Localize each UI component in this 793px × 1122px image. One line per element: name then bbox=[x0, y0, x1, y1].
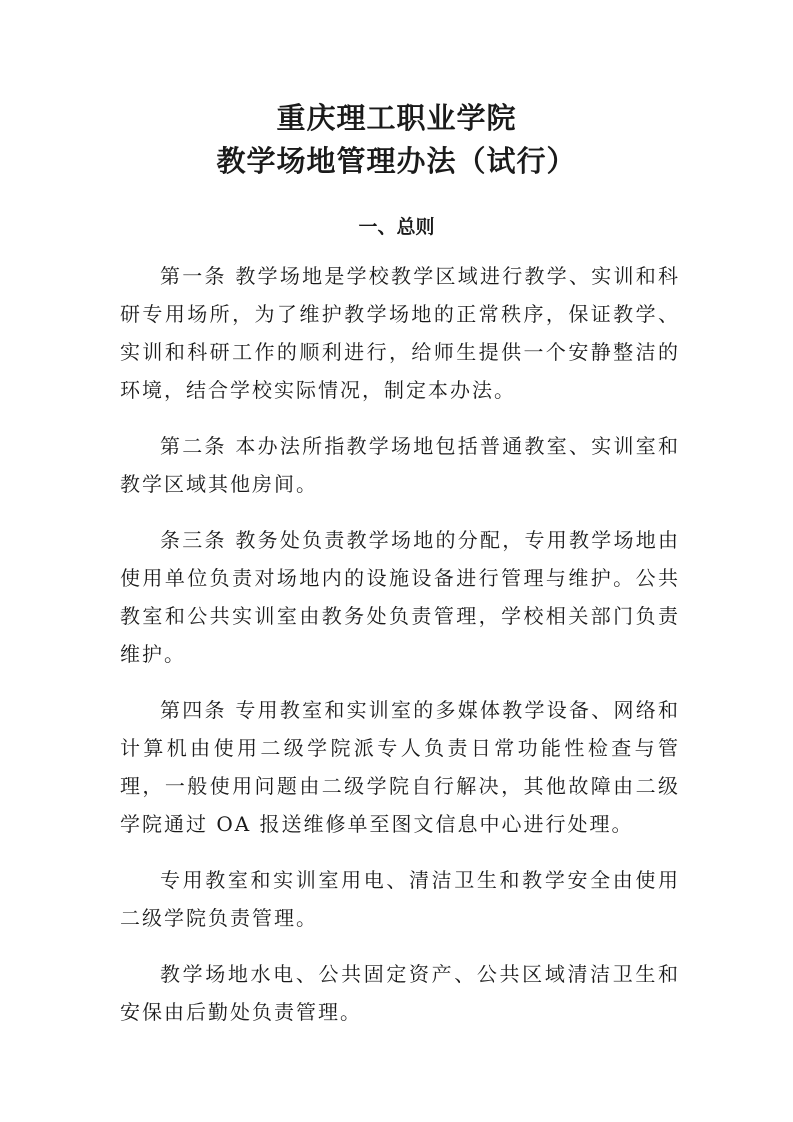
section-heading-general: 一、总则 bbox=[358, 216, 435, 238]
article-1-paragraph: 第一条 教学场地是学校教学区域进行教学、实训和科研专用场所，为了维护教学场地的正常秩序，保证教学、实训和科研工作的顺利进行，给师生提供一个安静整洁的环境，结合学校实际情况，制定本办法。 bbox=[120, 264, 680, 402]
document-title-regulation: 教学场地管理办法（试行） bbox=[216, 144, 577, 178]
article-4-clause-2-paragraph: 专用教室和实训室用电、清洁卫生和教学安全由使用二级学院负责管理。 bbox=[120, 868, 680, 930]
article-3-paragraph: 条三条 教务处负责教学场地的分配，专用教学场地由使用单位负责对场地内的设施设备进行管理与维护。公共教室和公共实训室由教务处负责管理，学校相关部门负责维护。 bbox=[120, 528, 680, 666]
document-title-institution: 重庆理工职业学院 bbox=[276, 101, 517, 135]
article-4-paragraph: 第四条 专用教室和实训室的多媒体教学设备、网络和计算机由使用二级学院派专人负责日常功能性检查与管理，一般使用问题由二级学院自行解决，其他故障由二级学院通过 OA 报送维修单至图文信息中心进行处理。 bbox=[120, 698, 680, 836]
article-4-clause-3-paragraph: 教学场地水电、公共固定资产、公共区域清洁卫生和安保由后勤处负责管理。 bbox=[120, 962, 680, 1024]
article-2-paragraph: 第二条 本办法所指教学场地包括普通教室、实训室和教学区域其他房间。 bbox=[120, 434, 680, 496]
document-body bbox=[120, 257, 680, 1049]
